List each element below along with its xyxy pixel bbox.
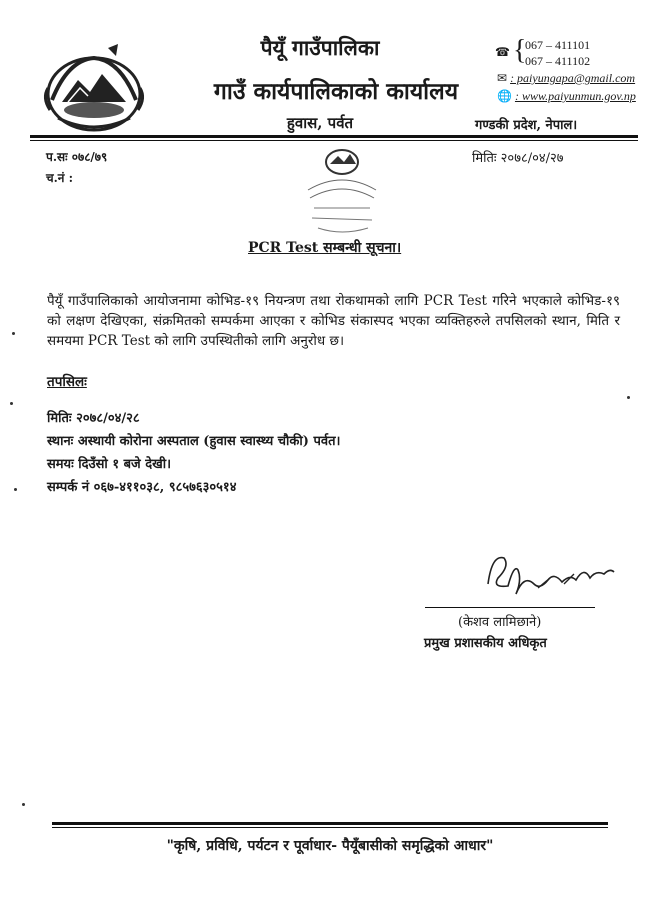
brace-glyph: { [513,35,527,66]
details-contact: सम्पर्क नं ०६७-४११०३८, ९८५७६३०५१४ [47,480,237,495]
phone-numbers [495,37,645,71]
website-link[interactable]: : www.paiyunmun.gov.np [514,89,636,103]
website-line [497,89,647,104]
footer-motto: "कृषि, प्रविधि, पर्यटन र पूर्वाधार- पैयूँबासीको समृद्धिको आधार" [166,838,494,854]
office-name: गाउँ कार्यपालिकाको कार्यालय [213,78,459,105]
scan-speck [10,402,13,405]
phone-2: 067 – 411102 [525,54,591,68]
phone-1: 067 – 411101 [525,38,591,52]
municipality-name: पैयूँ गाउँपालिका [260,35,380,60]
header-divider-thick [30,135,638,138]
province-label: गण्डकी प्रदेश, नेपाल। [475,118,578,133]
fax-phone-icon: ☎ [495,45,510,59]
handwritten-signature [478,544,618,606]
footer-divider-thick [52,822,608,825]
scan-speck [12,332,15,335]
signatory-name: (केशव लामिछाने) [458,615,542,630]
office-location: हुवास, पर्वत [286,114,354,132]
letter-reference-number: प.सः ०७८/७९ [46,150,108,164]
nepal-emblem-logo [38,40,150,140]
scan-speck [627,396,630,399]
notice-subject: PCR Test सम्बन्धी सूचना। [248,240,402,256]
mail-icon: ✉ [497,71,508,85]
footer-divider-thin [52,827,608,828]
notice-body: पैयूँ गाउँपालिकाको आयोजनामा कोभिड-१९ नियन्त्रण तथा रोकथामको लागि PCR Test गरिने भएकाले कोभिड-१९ को लक्षण देखिएका, संक्रमितको सम्पर्कमा आएका र कोभिड संकास्पद भएका व्यक्तिहरुले तपसिलको स्थान, मिति र समयमा PCR Test को लागि उपस्थितीको लागि अनुरोध छ। [47,293,620,349]
globe-icon: 🌐 [497,89,512,103]
scan-speck [14,488,17,491]
letter-date: मितिः २०७८/०४/२७ [472,151,564,166]
signatory-title: प्रमुख प्रशासकीय अधिकृत [424,636,547,651]
office-stamp [290,140,395,245]
scan-speck [22,803,25,806]
dispatch-number: च.नं : [46,171,74,185]
email-link[interactable]: : paiyungapa@gmail.com [510,71,636,85]
details-heading: तपसिलः [47,374,87,390]
signature-line [425,607,595,608]
details-time: समयः दिउँसो १ बजे देखी। [47,457,172,472]
email-line [497,71,647,86]
details-date: मितिः २०७८/०४/२८ [47,411,140,426]
details-place: स्थानः अस्थायी कोरोना अस्पताल (हुवास स्वास्थ्य चौकी) पर्वत। [47,434,341,449]
